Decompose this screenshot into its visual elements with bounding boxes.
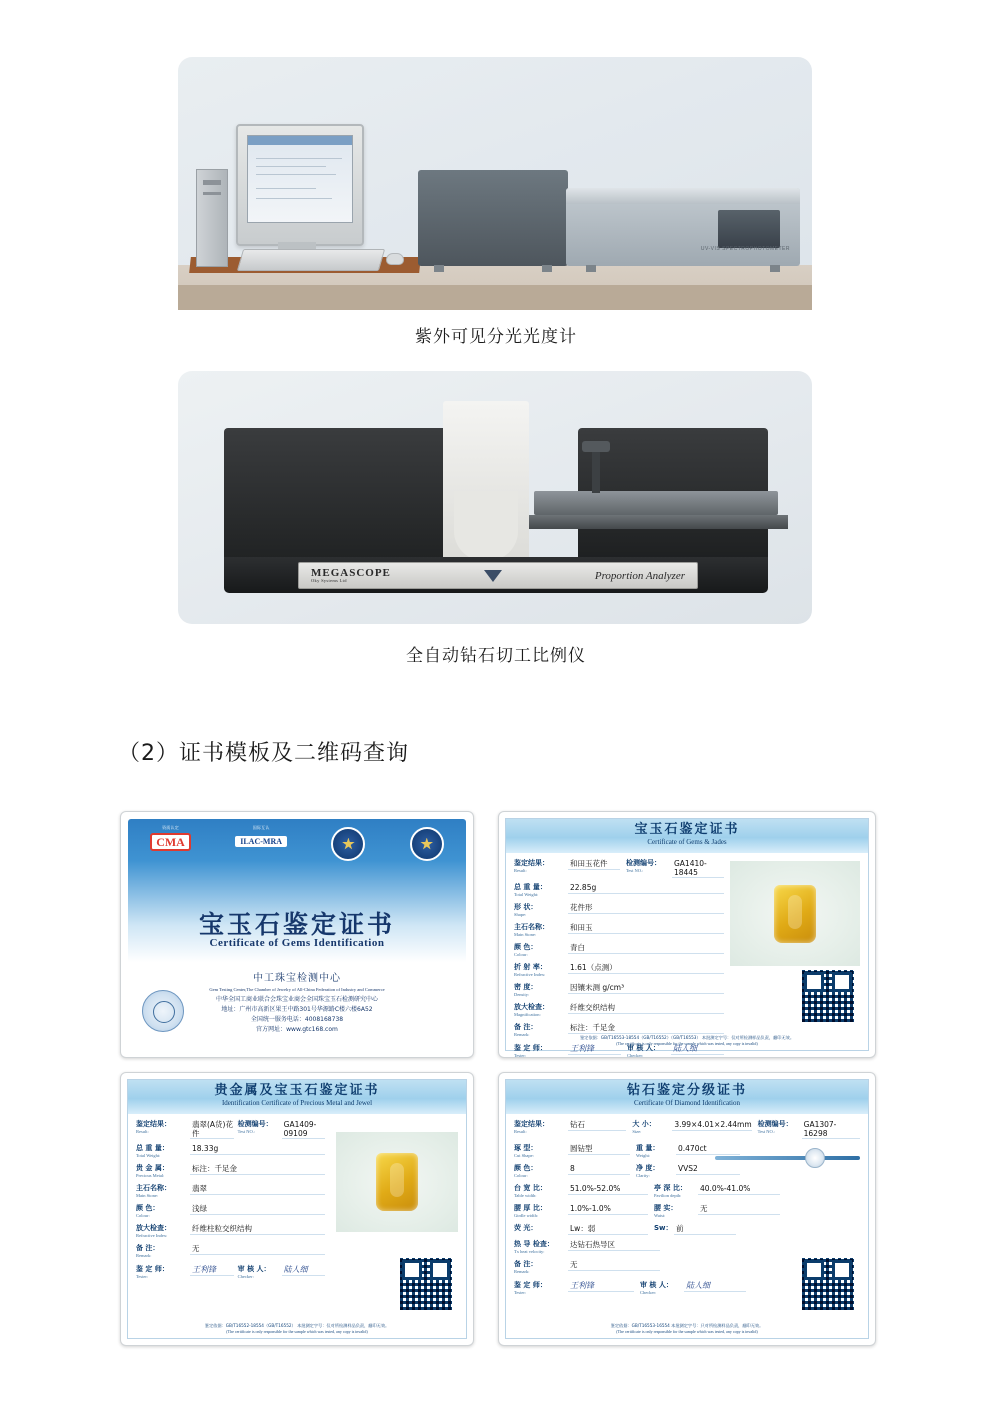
gems-specimen-photo <box>730 861 860 966</box>
field-row <box>514 963 724 978</box>
mouse <box>386 253 404 265</box>
cover-face <box>128 819 466 1050</box>
field-value: 浅绿 <box>190 1204 325 1215</box>
field-label-en: Tx heat velocity: <box>514 1249 545 1254</box>
field-row <box>514 1120 860 1139</box>
field-label-en: Clarity: <box>636 1173 650 1178</box>
field-label <box>136 1184 190 1199</box>
field-label <box>136 1265 190 1280</box>
field-row <box>514 943 724 958</box>
gem-specimen <box>774 885 816 943</box>
gems-fields <box>514 859 724 1064</box>
screen-title-bar <box>248 136 352 145</box>
field-value <box>568 983 724 994</box>
analyzer-knob <box>582 441 610 452</box>
computer-monitor <box>236 124 364 246</box>
field-label-zh: 鉴定结果： <box>136 1120 171 1128</box>
field-value-unit: g/cm³ <box>602 983 625 992</box>
diamond-title-en: Certificate Of Diamond Identification <box>634 1099 740 1107</box>
screen-line <box>256 198 332 199</box>
instrument-body-left <box>418 170 568 266</box>
cover-emblem-icon <box>142 990 184 1032</box>
field-label-zh: 放大检查： <box>514 1003 549 1011</box>
field-value: 圆钻型 <box>568 1144 630 1155</box>
field-label-en: Density: <box>514 992 530 997</box>
field-value: 40.0%-41.0% <box>698 1184 780 1195</box>
field-label-zh: 检测编号： <box>625 859 661 867</box>
field-row <box>514 1240 860 1255</box>
field-label-en: Remark: <box>136 1253 152 1258</box>
field-label <box>758 1120 802 1135</box>
cover-line-0: Gem Testing Center,The Chamber of Jewelry of All-China Federation of Industry and Commerce <box>209 987 385 992</box>
field-value: GA1307-16298 <box>802 1120 860 1139</box>
field-label <box>514 883 568 898</box>
field-value: 达钻石热导区 <box>568 1240 660 1251</box>
photo-proportion-analyzer <box>178 371 812 624</box>
field-label <box>238 1120 282 1135</box>
field-label <box>514 1204 568 1219</box>
diamond-title-zh: 钻石鉴定分级证书 <box>626 1083 747 1098</box>
metal-fields <box>136 1120 325 1285</box>
analyzer-brand-sub: Oky Systems Ltd <box>311 577 347 583</box>
diamond-specimen-photo <box>715 1138 860 1178</box>
certificate-cover <box>120 811 474 1058</box>
footnote-zh: 鉴定依据：GB/T16552-18554（GB/T16552） 本批测定字号：仅对所检测样品负责，翻印无效。 <box>204 1323 390 1328</box>
field-label-en: Tester: <box>136 1274 149 1279</box>
analyzer-brand <box>311 568 391 584</box>
field-row <box>136 1244 325 1259</box>
field-label <box>514 903 568 918</box>
field-label-zh: 放大检查： <box>136 1224 171 1232</box>
seal-icon <box>331 827 365 861</box>
field-label-zh: 检测编号： <box>757 1120 793 1128</box>
cma-logo: CMA <box>150 833 191 851</box>
footnote-zh: 鉴定依据：GB/T16553-18554（GB/T16552）（GB/T16553） 本批测定字号：仅对所检测样品负责，翻印无效。 <box>579 1035 795 1040</box>
field-row <box>514 859 724 878</box>
field-value: 翡翠 <box>190 1184 325 1195</box>
field-label <box>514 1260 568 1275</box>
metal-inner <box>127 1079 467 1339</box>
field-label <box>514 923 568 938</box>
analyzer-rail <box>518 515 788 529</box>
field-row <box>514 1224 860 1235</box>
field-value: 1.0%-1.0% <box>568 1204 648 1215</box>
field-label-zh: 鉴定结果： <box>514 859 549 867</box>
instrument-foot <box>586 265 596 272</box>
tester-signature: 王利锋 <box>568 1044 621 1055</box>
ilac-logo: ILAC-MRA <box>235 836 287 847</box>
field-label-zh: 重 量： <box>636 1144 660 1152</box>
field-label-zh: 琢 型： <box>514 1144 538 1152</box>
field-row <box>514 1003 724 1018</box>
gems-inner <box>505 818 869 1058</box>
cover-line-1: 中华全国工商业联合会珠宝业商会全国珠宝玉石检测研究中心 <box>215 996 378 1003</box>
field-label-zh: 鉴 定 师： <box>514 1281 547 1289</box>
analyzer-stage <box>534 491 778 515</box>
field-label-zh: 台 宽 比： <box>514 1184 547 1192</box>
field-label <box>654 1204 698 1219</box>
field-label-zh: 腰 实： <box>654 1204 678 1212</box>
field-label-en: Magnification: <box>514 1012 541 1017</box>
footnote-zh: 鉴定依据：GB/T16553-16554 本批测定字号：只对所检测样品负责，翻印无效。 <box>610 1323 764 1328</box>
field-label <box>136 1204 190 1219</box>
badge-cma <box>150 825 191 851</box>
field-label-zh: 鉴 定 师： <box>136 1265 169 1273</box>
field-value: 无 <box>568 1260 660 1271</box>
field-label <box>136 1224 190 1239</box>
gems-title-en: Certificate of Gems & Jades <box>647 838 727 846</box>
field-label-zh: 形 状： <box>514 903 538 911</box>
diamond-header <box>506 1080 868 1114</box>
field-label-en: Checker: <box>640 1290 657 1295</box>
field-label-zh: 腰 厚 比： <box>514 1204 547 1212</box>
field-value: GA1409-09109 <box>282 1120 326 1139</box>
field-row <box>136 1164 325 1179</box>
cover-org: 中工珠宝检测中心 <box>253 973 341 984</box>
field-label <box>136 1120 190 1135</box>
field-value: 纤维柱粒交织结构 <box>190 1224 325 1235</box>
field-label <box>514 983 568 998</box>
field-label <box>636 1164 676 1179</box>
field-label-zh: 荧 光： <box>514 1224 538 1232</box>
field-label-zh: 审 核 人： <box>237 1265 271 1273</box>
field-label <box>514 943 568 958</box>
field-label-zh: 颜 色： <box>514 943 538 951</box>
metal-specimen-photo <box>336 1132 458 1232</box>
field-label-zh: 贵 金 属： <box>136 1164 169 1172</box>
field-label-en: Colour: <box>514 952 528 957</box>
field-label-en: Table width: <box>514 1193 537 1198</box>
field-value: 纤维交织结构 <box>568 1003 724 1014</box>
field-label-en: Result: <box>136 1129 149 1134</box>
field-value: 标注：千足金 <box>568 1023 724 1034</box>
instrument-foot <box>434 265 444 272</box>
field-label <box>514 859 568 874</box>
analyzer-model: Proportion Analyzer <box>594 569 685 582</box>
field-value: 18.33g <box>190 1144 325 1155</box>
field-label-en: Tester: <box>514 1290 527 1295</box>
field-row <box>514 1204 860 1219</box>
field-label-en: Total Weight: <box>136 1153 161 1158</box>
computer-tower <box>196 169 228 267</box>
field-label-en: Remark: <box>514 1269 530 1274</box>
field-label-en: Tester: <box>514 1053 527 1058</box>
caption-photo1: 紫外可见分光光度计 <box>415 327 577 347</box>
monitor-screen <box>247 135 353 223</box>
field-value: 无 <box>698 1204 780 1215</box>
field-value: 8 <box>568 1164 630 1175</box>
certificate-gems <box>498 811 876 1058</box>
field-value: 青白 <box>568 943 724 954</box>
field-label <box>632 1120 672 1135</box>
field-label <box>514 1003 568 1018</box>
field-row <box>136 1144 325 1159</box>
badge-cma-tag: 资质认定 <box>162 825 179 830</box>
instrument-foot <box>770 265 780 272</box>
field-row <box>136 1120 325 1139</box>
field-value: 3.99×4.01×2.44mm <box>674 1120 752 1129</box>
cover-title-zh: 宝玉石鉴定证书 <box>198 910 395 939</box>
metal-title-zh: 贵金属及宝玉石鉴定证书 <box>214 1083 380 1098</box>
field-row <box>136 1204 325 1219</box>
cover-line-4: 官方网址：www.gtc168.com <box>256 1026 338 1033</box>
field-row <box>514 883 724 898</box>
footnote-en: (The certificate is only responsible for the sample which was tested, any copy is invalid) <box>226 1329 368 1334</box>
field-label-en: Precious Metal: <box>136 1173 165 1178</box>
field-label <box>514 1281 568 1296</box>
field-label-zh: 热 导 检查： <box>514 1240 554 1248</box>
field-label-en: Test NO.: <box>625 868 644 873</box>
field-label-en: Waist: <box>654 1213 666 1218</box>
field-label-en: Test NO.: <box>757 1129 776 1134</box>
field-value: 和田玉花件 <box>568 859 620 870</box>
photo-spectrophotometer <box>178 57 812 310</box>
badge-seal-1 <box>331 825 365 861</box>
field-label <box>514 1144 568 1159</box>
field-label-zh: 主石名称： <box>514 923 549 931</box>
analyzer-nameplate <box>298 562 698 589</box>
screen-line <box>256 158 342 159</box>
checker-signature: 陆人细 <box>671 1044 724 1055</box>
checker-signature: 陆人细 <box>282 1265 326 1276</box>
footnote-en: (The certificate is only responsible for the sample which was tested, any copy is invalid) <box>616 1041 758 1046</box>
badge-ilac-tag: 国际互认 <box>252 825 270 830</box>
field-label-en: Checker: <box>237 1274 254 1279</box>
diamond-footnote <box>506 1323 868 1335</box>
field-label-zh: 净 度： <box>636 1164 660 1172</box>
field-label <box>626 859 672 874</box>
screen-line <box>256 174 336 175</box>
field-value: 标注：千足金 <box>190 1164 325 1175</box>
field-label-zh: 鉴定结果： <box>514 1120 549 1128</box>
certificate-precious-metal <box>120 1072 474 1346</box>
field-label-zh: 颜 色： <box>514 1164 538 1172</box>
cover-title-en: Certificate of Gems Identification <box>209 937 385 949</box>
field-value: GA1410-18445 <box>672 859 724 878</box>
field-row-signature <box>136 1265 325 1280</box>
field-label-en: Colour: <box>514 1173 528 1178</box>
field-value: 22.85g <box>568 883 724 894</box>
instrument-foot <box>542 265 552 272</box>
field-label-en: Test NO.: <box>237 1129 256 1134</box>
field-label <box>636 1144 676 1159</box>
field-label-en: Shape: <box>514 912 527 917</box>
field-value: 钻石 <box>568 1120 626 1131</box>
checker-signature: 陆人细 <box>684 1281 746 1292</box>
field-row <box>514 1184 860 1199</box>
field-label-zh: 审 核 人： <box>640 1281 673 1289</box>
footnote-en: (The certificate is only responsible for the sample which was tested, any copy is invalid) <box>616 1329 758 1334</box>
field-label-zh: Sw： <box>654 1224 673 1232</box>
field-label-zh: 备 注： <box>514 1260 538 1268</box>
field-label-en: Refractive Index: <box>514 972 546 977</box>
field-label-zh: 颜 色： <box>136 1204 160 1212</box>
field-value: 花件形 <box>568 903 724 914</box>
screen-line <box>256 188 316 189</box>
sample-chamber-hatch <box>718 210 780 248</box>
field-label-zh: 总 重 量： <box>514 883 547 891</box>
field-label <box>238 1265 282 1280</box>
analyzer-post <box>592 449 600 493</box>
field-label-zh: 总 重 量： <box>136 1144 169 1152</box>
field-label-en: Cut Shape: <box>514 1153 534 1158</box>
field-label-zh: 大 小： <box>632 1120 656 1128</box>
seal-icon <box>410 827 444 861</box>
diamond-icon <box>484 570 502 582</box>
certificate-diamond <box>498 1072 876 1346</box>
caption-photo2: 全自动钻石切工比例仪 <box>406 646 586 666</box>
section-heading: （2）证书模板及二维码查询 <box>118 741 409 766</box>
field-value: 51.0%-52.0% <box>568 1184 648 1195</box>
analyzer-module-notch <box>454 491 518 561</box>
qr-code[interactable] <box>800 1256 856 1312</box>
measuring-rod <box>715 1156 860 1160</box>
metal-title-en: Identification Certificate of Precious Metal and Jewel <box>221 1099 373 1107</box>
field-value: 前 <box>674 1224 736 1235</box>
field-label <box>514 963 568 978</box>
badge-ilac <box>235 825 287 849</box>
cover-line-3: 全国统一服务电话：4008168738 <box>250 1016 344 1023</box>
field-label <box>514 1240 568 1255</box>
desk-front <box>178 285 812 310</box>
field-label-en: Colour: <box>136 1213 150 1218</box>
qr-code[interactable] <box>800 968 856 1024</box>
field-label-en: Weight: <box>636 1153 651 1158</box>
field-label-zh: 检测编号： <box>237 1120 273 1128</box>
badge-seal-2 <box>410 825 444 861</box>
instrument-model-label: UV-VIS SPECTROPHOTOMETER <box>700 246 790 252</box>
field-label <box>136 1164 190 1179</box>
field-value-text: 因镶未测 <box>570 983 600 992</box>
field-label-zh: 主石名称： <box>136 1184 171 1192</box>
field-value: 和田玉 <box>568 923 724 934</box>
field-value: Lw：弱 <box>568 1224 648 1235</box>
gem-specimen <box>376 1153 418 1211</box>
field-label-zh: 折 射 率： <box>514 963 547 971</box>
field-value: 0.470ct <box>676 1144 740 1155</box>
field-label-zh: 亭 深 比： <box>654 1184 687 1192</box>
field-label-en: Remark: <box>514 1032 530 1037</box>
analyzer-brand-text: MEGASCOPE <box>311 566 391 579</box>
diamond-inner <box>505 1079 869 1339</box>
metal-footnote <box>128 1323 466 1335</box>
field-label <box>514 1184 568 1199</box>
tester-signature: 王利锋 <box>568 1281 634 1292</box>
metal-header <box>128 1080 466 1114</box>
field-value: 1.61（点测） <box>568 963 724 974</box>
screen-line <box>256 166 326 167</box>
gems-title-zh: 宝玉石鉴定证书 <box>634 822 740 837</box>
field-row <box>514 983 724 998</box>
field-label-en: Refractive Index: <box>136 1233 168 1238</box>
field-label <box>136 1244 190 1259</box>
field-label-en: Total Weight: <box>514 892 539 897</box>
tester-signature: 王利锋 <box>190 1265 234 1276</box>
field-label <box>514 1224 568 1233</box>
field-label <box>514 1120 568 1135</box>
field-label-en: Checker: <box>626 1053 644 1058</box>
gems-header <box>506 819 868 853</box>
field-row <box>514 903 724 918</box>
diamond-stone <box>805 1148 825 1168</box>
field-label-en: Main Stone: <box>136 1193 159 1198</box>
keyboard <box>237 249 385 271</box>
field-value: 无 <box>190 1244 325 1255</box>
field-value: VVS2 <box>676 1164 740 1175</box>
field-label-en: Result: <box>514 1129 527 1134</box>
field-label <box>654 1184 698 1199</box>
field-label <box>640 1281 684 1296</box>
field-label <box>136 1144 190 1159</box>
field-row <box>136 1224 325 1239</box>
field-row <box>514 923 724 938</box>
cover-badges <box>128 825 466 861</box>
field-label <box>514 1164 568 1179</box>
field-row <box>136 1184 325 1199</box>
field-label-en: Pavilion depth: <box>654 1193 682 1198</box>
field-label-zh: 密 度： <box>514 983 538 991</box>
field-label-zh: 备 注： <box>514 1023 538 1031</box>
field-label-en: Girdle width: <box>514 1213 539 1218</box>
field-label-en: Size: <box>632 1129 642 1134</box>
cover-line-2: 地址：广州市高新区果王中路301号华源路C楼六楼6A52 <box>221 1006 373 1013</box>
field-label <box>654 1224 674 1233</box>
field-label-en: Main Stone: <box>514 932 537 937</box>
field-label-en: Result: <box>514 868 527 873</box>
gems-footnote <box>506 1035 868 1047</box>
field-label-zh: 鉴 定 师： <box>514 1044 547 1052</box>
field-value: 翡翠(A货)花件 <box>192 1120 233 1138</box>
qr-code[interactable] <box>398 1256 454 1312</box>
field-label-zh: 备 注： <box>136 1244 160 1252</box>
instrument-lid <box>566 188 800 204</box>
field-label-zh: 审 核 人： <box>626 1044 660 1052</box>
